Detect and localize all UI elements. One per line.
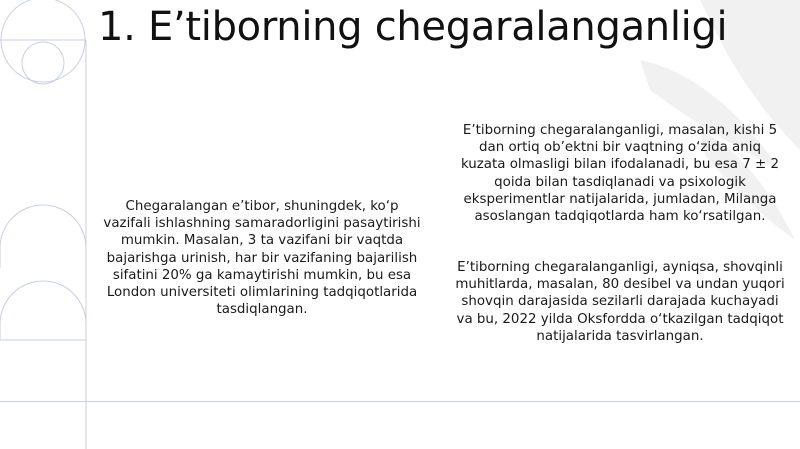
right-text-block-1 [455,122,785,225]
right-text-block-2 [455,259,785,345]
left-paragraph: Chegaralangan e’tibor, shuningdek, ko‘p vazifali ishlashning samaradorligini pasaytirishi mumkin. Masalan, 3 ta vazifani bir vaqtda bajarishga urinish, har bir vazifaning bajarilish sifatini 20% ga kamaytirishi mumkin, bu esa London universiteti olimlarining tadqiqotlarida tasdiqlangan. [103,199,421,318]
right-paragraph-2: E’tiborning chegaralanganligi, ayniqsa, shovqinli muhitlarda, masalan, 80 desibel va undan yuqori shovqin darajasida sezilarli darajada kuchayadi va bu, 2022 yilda Oksfordda o‘tkazilgan tadqiqot natijalarida tasvirlangan. [455,260,785,344]
deco-circle-small [22,42,64,84]
right-paragraph-1: E’tiborning chegaralanganligi, masalan, kishi 5 dan ortiq ob’ektni bir vaqtning o‘zida aniq kuzata olmasligi bilan ifodalanadi, bu esa 7 ± 2 qoida bilan tasdiqlanadi va psixologik eksperimentlar natijalarida, jumladan, Milanga asoslangan tadqiqotlarda ham ko‘rsatilgan. [460,123,780,225]
bottom-divider [0,401,800,402]
deco-arch-upper [0,205,86,449]
left-text-block [103,198,421,318]
slide-title: 1. E’tiborning chegaralanganligi [98,4,728,50]
deco-arch-lower [0,281,86,449]
deco-circle-large [1,0,85,82]
